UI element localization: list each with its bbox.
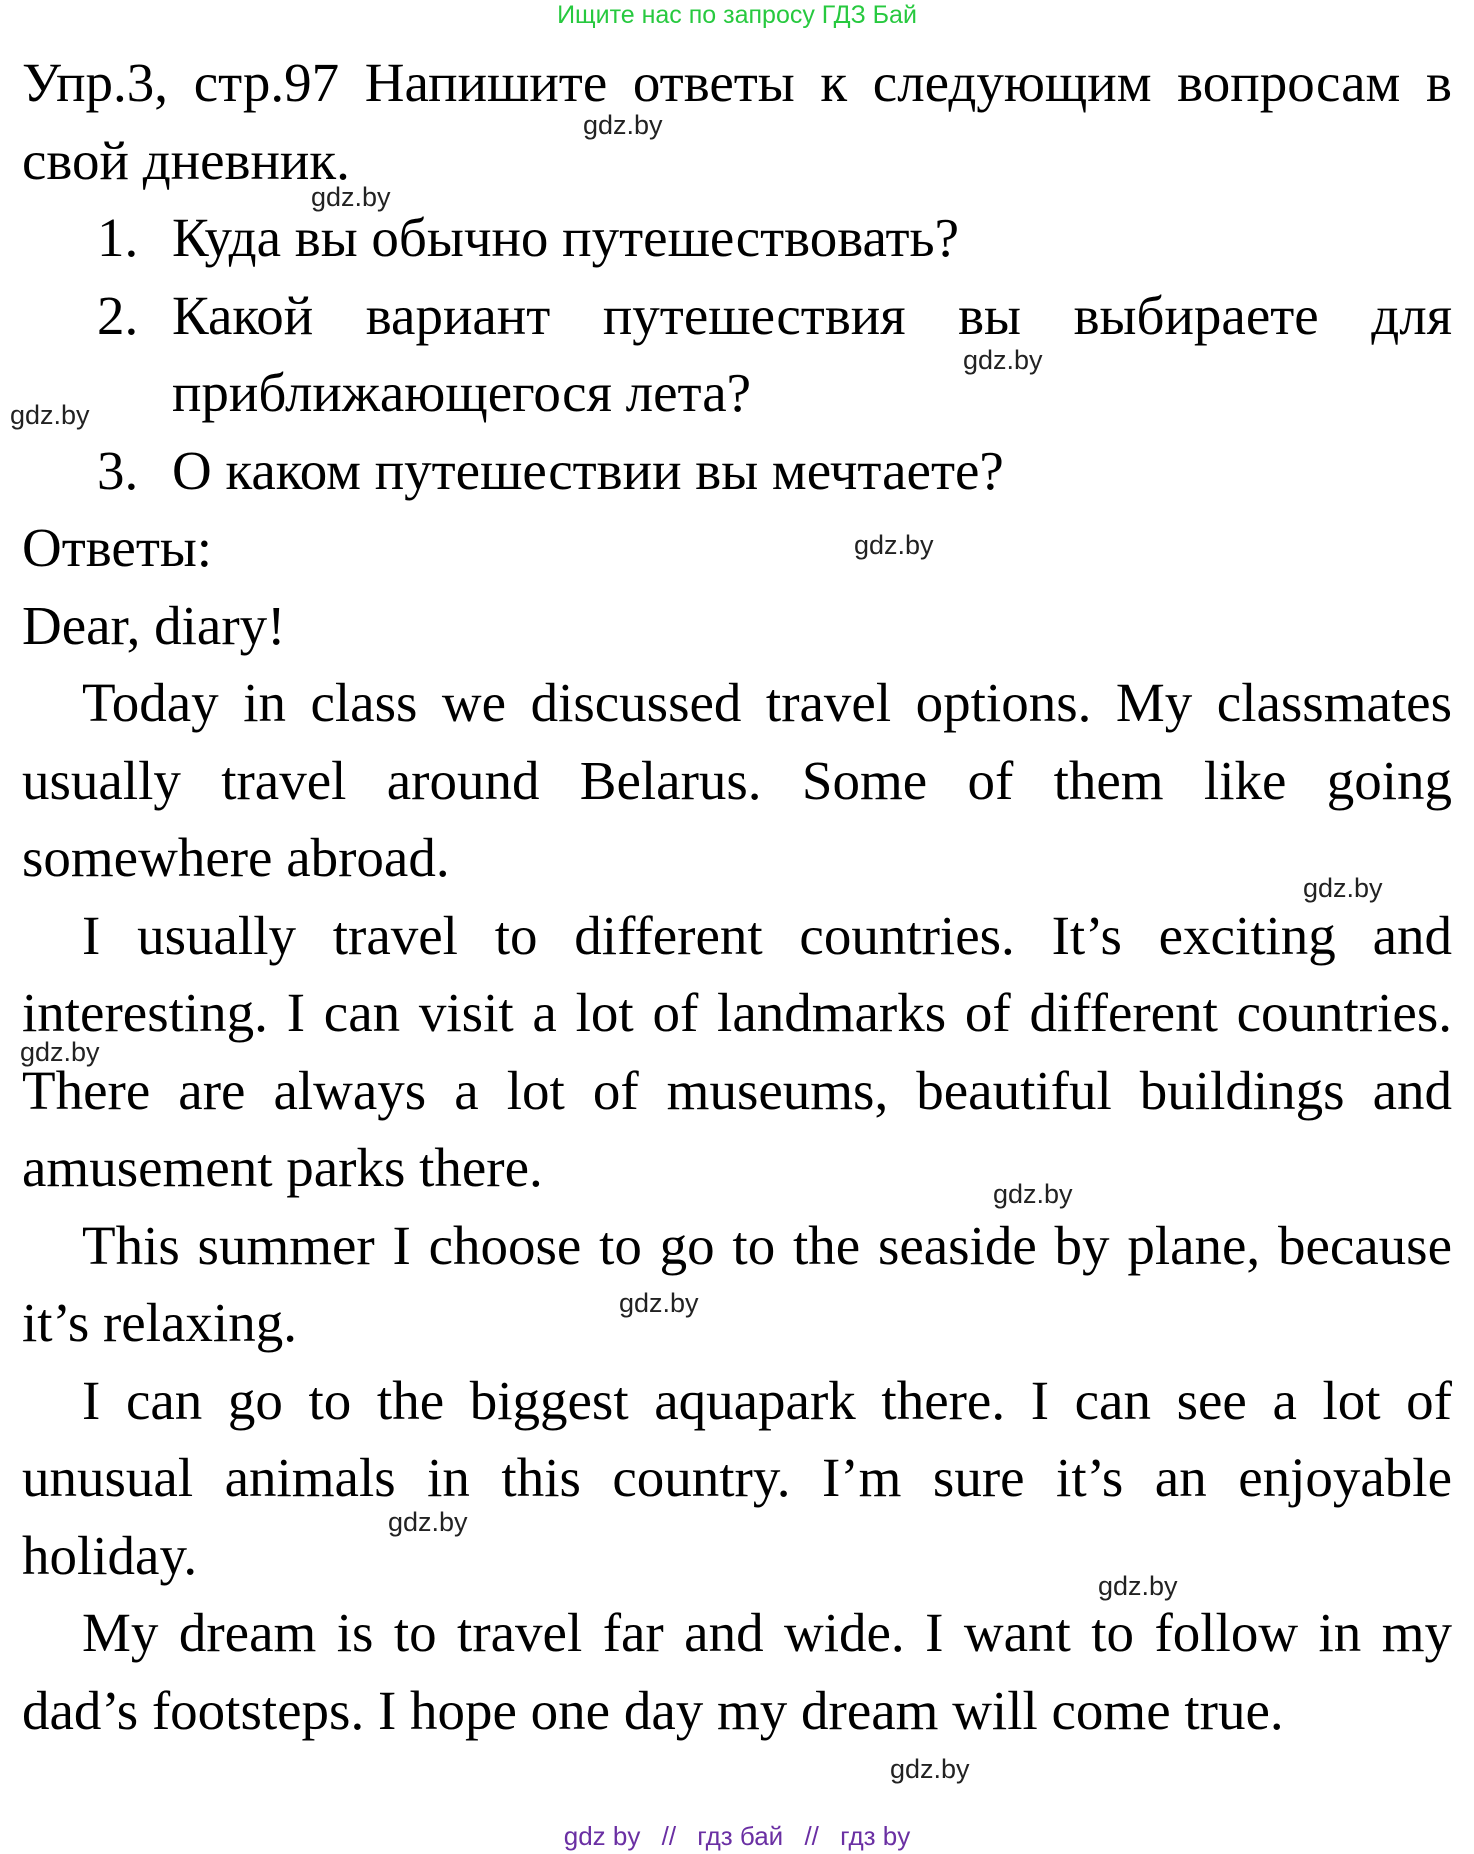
question-number: 1. [97,207,139,268]
diary-greeting: Dear, diary! [22,594,286,656]
answer-paragraph: I usually travel to different countries. It’s exciting and interesting. I can visit a lot of landmarks of different countries. There are always a lot of museums, beautiful buildings and amusement parks there. [22,904,1452,1198]
watermark: gdz.by [1303,873,1383,903]
question-text: Куда вы обычно путешествовать? [172,207,959,268]
watermark: gdz.by [619,1288,699,1318]
question-item [22,277,1452,432]
answer-paragraph: I can go to the biggest aquapark there. I can see a lot of unusual animals in this country. I’m sure it’s an enjoyable holiday. [22,1369,1452,1586]
footer-link[interactable]: гдз бай [697,1821,784,1851]
footer-separator: // [661,1821,677,1851]
watermark: gdz.by [20,1037,100,1067]
search-banner: Ищите нас по запросу ГДЗ Бай [557,1,917,29]
footer-link[interactable]: гдз by [840,1821,911,1851]
answer-paragraph: This summer I choose to go to the seaside by plane, because it’s relaxing. [22,1214,1452,1353]
watermark: gdz.by [10,400,90,430]
question-number: 2. [97,284,139,346]
watermark: gdz.by [993,1179,1073,1209]
footer-separator: // [804,1821,819,1851]
question-text: Какой вариант путешествия вы выбираете для приближающегося лета? [172,284,1452,423]
question-text: О каком путешествии вы мечтаете? [172,439,1004,501]
answers-label: Ответы: [22,517,213,578]
watermark: gdz.by [388,1507,468,1537]
question-number: 3. [97,439,139,501]
question-item [22,432,1452,510]
exercise-heading: Упр.3, стр.97 Напишите ответы к следующим вопросам в свой дневник. [22,52,1452,191]
answer-paragraph: Today in class we discussed travel options. My classmates usually travel around Belarus. Some of them like going somewhere abroad. [22,672,1452,888]
watermark: gdz.by [583,110,663,140]
watermark: gdz.by [854,530,934,560]
watermark: gdz.by [1098,1571,1178,1601]
question-item [22,199,1452,277]
footer-links [0,1820,1474,1852]
watermark: gdz.by [890,1754,970,1784]
watermark: gdz.by [963,345,1043,375]
footer-link[interactable]: gdz by [563,1821,641,1851]
exercise-content [22,44,1452,1749]
question-list [22,199,1452,509]
answer-paragraph: My dream is to travel far and wide. I want to follow in my dad’s footsteps. I hope one day my dream will come true. [22,1602,1452,1741]
watermark: gdz.by [311,182,391,212]
